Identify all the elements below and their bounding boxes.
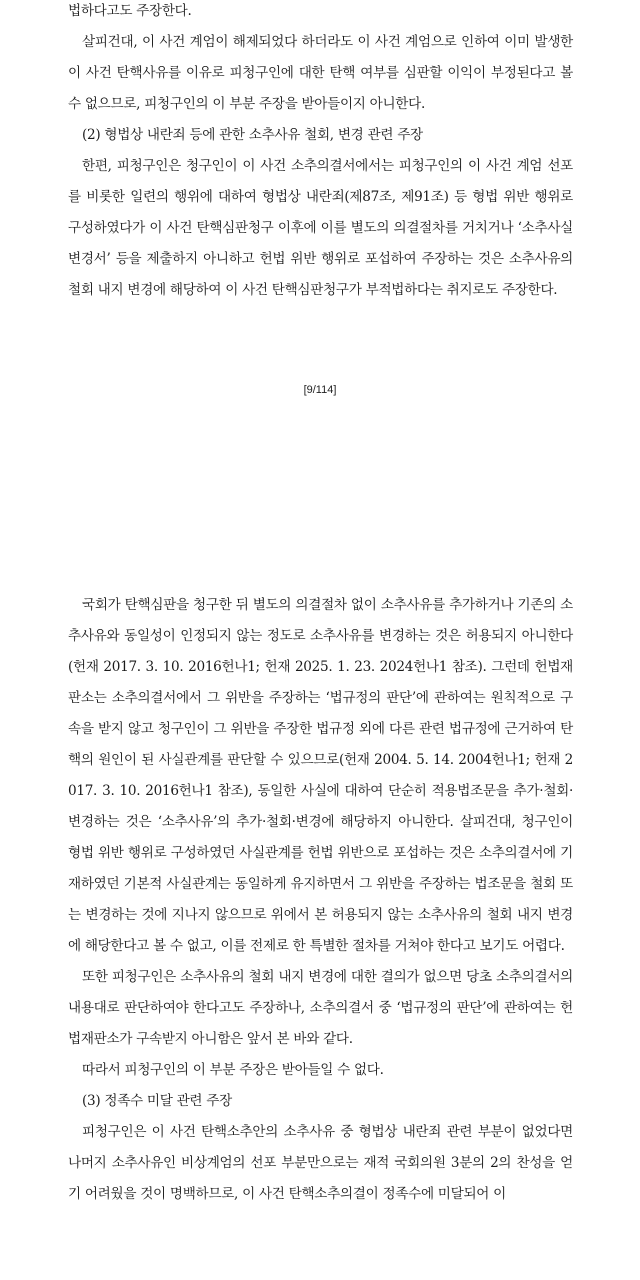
paragraph-court-reasoning: 국회가 탄핵심판을 청구한 뒤 별도의 의결절차 없이 소추사유를 추가하거나 기존의 소추사유와 동일성이 인정되지 않는 정도로 소추사유를 변경하는 것은 허용되지 아니한다(헌재 2017. 3. 10. 2016헌나1; 헌재 2025. 1. 23. 2024헌나1 참조). 그런데 헌법재판소는 소추의결서에서 그 위반을 주장하는 ‘법규정의 판단’에 관하여는 원칙적으로 구속을 받지 않고 청구인이 그 위반을 주장한 법규정 외에 다른 관련 법규정에 근거하여 탄핵의 원인이 된 사실관계를 판단할 수 있으므로(헌재 2004. 5. 14. 2004헌나1; 헌재 2017. 3. 10. 2016헌나1 참조), 동일한 사실에 대하여 단순히 적용법조문을 추가·철회·변경하는 것은 ‘소추사유’의 추가·철회·변경에 해당하지 아니한다. 살피건대, 청구인이 형법 위반 행위로 구성하였던 사실관계를 헌법 위반으로 포섭하는 것은 소추의결서에 기재하였던 기본적 사실관계는 동일하게 유지하면서 그 위반을 주장하는 법조문을 철회 또는 변경하는 것에 지나지 않으므로 위에서 본 허용되지 않는 소추사유의 철회 내지 변경에 해당한다고 볼 수 없고, 이를 전제로 한 특별한 절차를 거쳐야 한다고 보기도 어렵다. — [68, 597, 573, 954]
upper-text-block — [68, 0, 573, 306]
section-heading-3: (3) 정족수 미달 관련 주장 — [82, 1093, 232, 1109]
lower-text-block — [68, 590, 573, 1210]
paragraph-respondent-claim: 한편, 피청구인은 청구인이 이 사건 소추의결서에서는 피청구인의 이 사건 계엄 선포를 비롯한 일련의 행위에 대하여 형법상 내란죄(제87조, 제91조) 등 형법 위반 행위로 구성하였다가 이 사건 탄핵심판청구 이후에 이를 별도의 의결절차를 거치거나 ‘소추사실변경서’ 등을 제출하지 아니하고 헌법 위반 행위로 포섭하여 주장하는 것은 소추사유의 철회 내지 변경에 해당하여 이 사건 탄핵심판청구가 부적법하다는 취지로도 주장한다. — [68, 158, 573, 298]
page-number: [9/114] — [303, 384, 337, 396]
paragraph-conclusion: 따라서 피청구인의 이 부분 주장은 받아들일 수 없다. — [82, 1062, 384, 1078]
paragraph-quorum-claim: 피청구인은 이 사건 탄핵소추안의 소추사유 중 형법상 내란죄 관련 부분이 없었다면 나머지 소추사유인 비상계엄의 선포 부분만으로는 재적 국회의원 3분의 2의 찬성을 얻기 어려웠을 것이 명백하므로, 이 사건 탄핵소추의결이 정족수에 미달되어 이 — [68, 1124, 573, 1202]
continued-line: 법하다고도 주장한다. — [68, 3, 192, 19]
paragraph-cancellation-ruling: 살피건대, 이 사건 계엄이 해제되었다 하더라도 이 사건 계엄으로 인하여 이미 발생한 이 사건 탄핵사유를 이유로 피청구인에 대한 탄핵 여부를 심판할 이익이 부정된다고 볼 수 없으므로, 피청구인의 이 부분 주장을 받아들이지 아니한다. — [68, 34, 573, 112]
section-heading-2: (2) 형법상 내란죄 등에 관한 소추사유 철회, 변경 관련 주장 — [82, 127, 423, 143]
paragraph-additional-claim: 또한 피청구인은 소추사유의 철회 내지 변경에 대한 결의가 없으면 당초 소추의결서의 내용대로 판단하여야 한다고도 주장하나, 소추의결서 중 ‘법규정의 판단’에 관하여는 헌법재판소가 구속받지 아니함은 앞서 본 바와 같다. — [68, 969, 573, 1047]
